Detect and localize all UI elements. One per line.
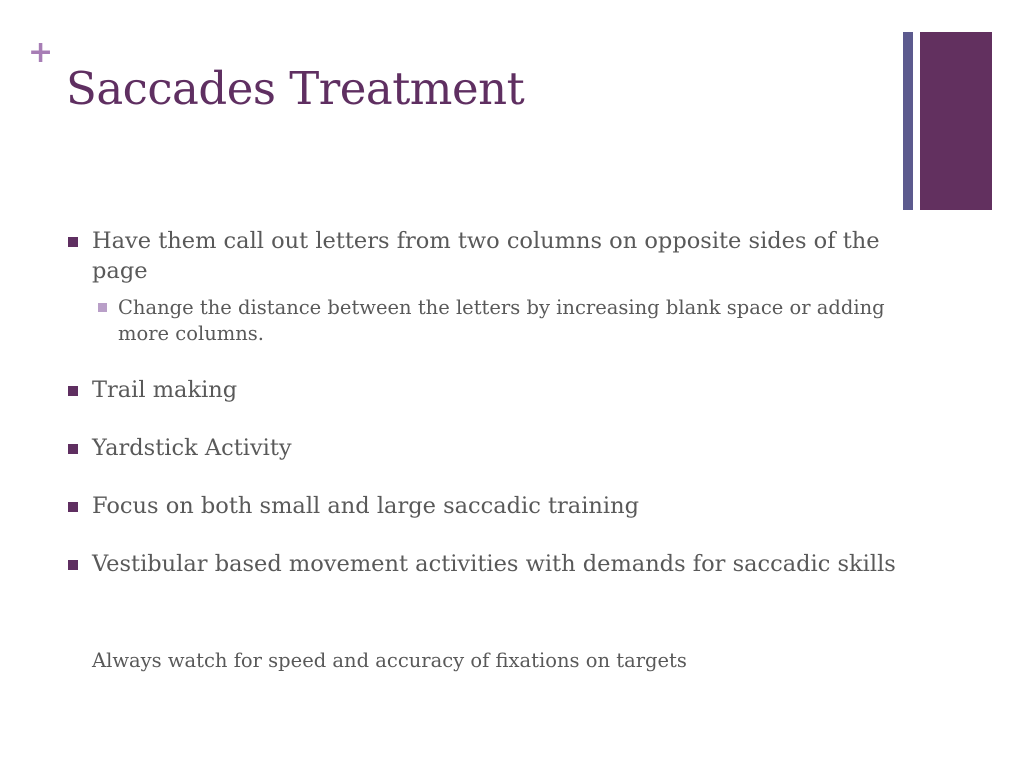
bullet-item (66, 226, 906, 347)
slide-title: Saccades Treatment (66, 62, 525, 115)
sub-bullet-item (92, 295, 906, 347)
plus-icon: + (28, 35, 54, 70)
bullet-item (66, 549, 906, 579)
bullet-text: Yardstick Activity (92, 435, 292, 461)
square-bullet-icon (68, 237, 78, 247)
bullet-text: Trail making (92, 377, 238, 403)
bullet-item (66, 491, 906, 521)
bullet-text: Have them call out letters from two columns on opposite sides of the page (92, 228, 880, 284)
sub-bullet-text: Change the distance between the letters by increasing blank space or adding more columns. (118, 296, 885, 345)
square-bullet-icon (68, 560, 78, 570)
accent-bar-thin (903, 32, 913, 210)
square-bullet-icon (68, 502, 78, 512)
accent-bar-thick (920, 32, 992, 210)
square-sub-bullet-icon (98, 303, 107, 312)
sub-bullet-list (92, 295, 906, 347)
bullet-list (66, 226, 906, 579)
bullet-text: Focus on both small and large saccadic training (92, 493, 639, 519)
square-bullet-icon (68, 386, 78, 396)
bullet-list-container (66, 226, 906, 579)
square-bullet-icon (68, 444, 78, 454)
bullet-item (66, 433, 906, 463)
note-text: Always watch for speed and accuracy of fixations on targets (92, 649, 687, 672)
bullet-item (66, 375, 906, 405)
bullet-text: Vestibular based movement activities with demands for saccadic skills (92, 551, 896, 577)
